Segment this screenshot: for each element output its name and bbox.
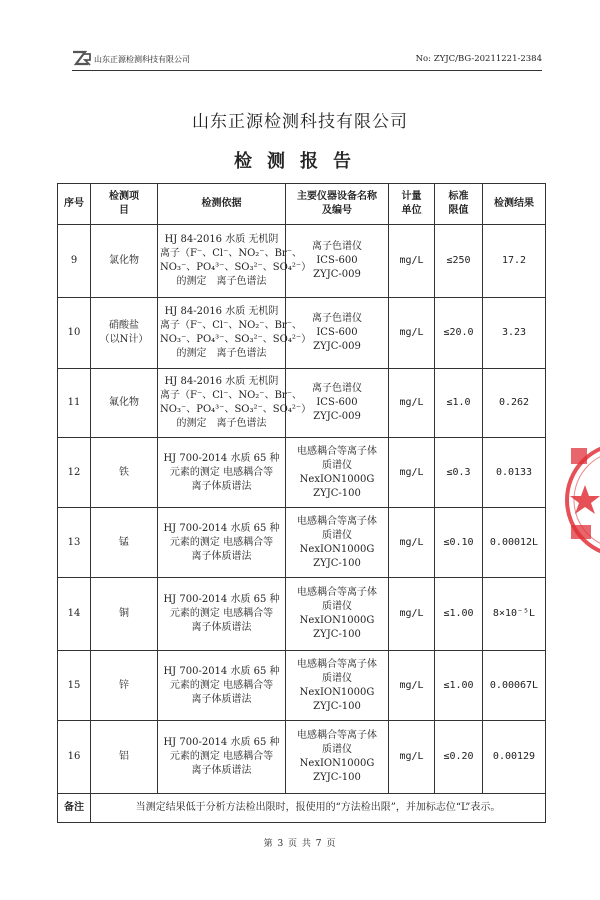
basis-line: 离子体质谱法 xyxy=(191,550,252,562)
instrument-line: 质谱仪 xyxy=(322,672,352,684)
header-seq: 序号 xyxy=(58,184,91,225)
cell-result: 17.2 xyxy=(483,225,546,298)
basis-line: HJ 84-2016 水质 无机阴 xyxy=(164,306,279,317)
instrument-line: ZYJC-100 xyxy=(313,772,361,783)
page-number: 第 3 页 共 7 页 xyxy=(263,839,337,849)
cell-item: 氟化物 xyxy=(91,369,158,438)
table-row xyxy=(58,298,546,369)
cell-limit: ≤0.3 xyxy=(435,438,483,508)
table-header-row xyxy=(58,184,546,225)
header-divider xyxy=(72,70,542,71)
cell-unit: mg/L xyxy=(389,578,435,651)
table-row xyxy=(58,578,546,651)
cell-unit: mg/L xyxy=(389,508,435,578)
basis-line: 离子（F⁻、Cl⁻、NO₂⁻、Br⁻、 xyxy=(160,390,302,401)
basis-line: 离子（F⁻、Cl⁻、NO₂⁻、Br⁻、 xyxy=(160,248,302,259)
instrument-line: 电感耦合等离子体 xyxy=(297,515,377,527)
cell-limit: ≤20.0 xyxy=(435,298,483,369)
basis-line: HJ 700-2014 水质 65 种 xyxy=(163,594,280,605)
cell-result: 3.23 xyxy=(483,298,546,369)
instrument-line: 电感耦合等离子体 xyxy=(297,730,377,741)
cell-unit: mg/L xyxy=(389,369,435,438)
header-unit-text: 计量单位 xyxy=(401,191,422,216)
instrument-line: 质谱仪 xyxy=(322,459,352,471)
basis-line: HJ 700-2014 水质 65 种 xyxy=(163,665,280,677)
report-number: No: ZYJC/BG-20211221-2384 xyxy=(415,54,542,64)
cell-unit: mg/L xyxy=(389,225,435,298)
instrument-line: ZYJC-100 xyxy=(313,557,361,569)
header-limit-text: 标准限值 xyxy=(448,191,469,216)
cell-item: 锌 xyxy=(91,651,158,721)
cell-seq: 10 xyxy=(58,298,91,369)
cell-unit: mg/L xyxy=(389,438,435,508)
basis-line: 元素的测定 电感耦合等 xyxy=(169,536,274,548)
item-line: （以N计） xyxy=(99,334,149,345)
note-label: 备注 xyxy=(58,794,91,823)
basis-line: 的测定 离子色谱法 xyxy=(176,348,267,359)
cell-instrument xyxy=(286,369,389,438)
report-title: 检测报告 xyxy=(234,151,366,172)
instrument-line: ZYJC-100 xyxy=(313,629,361,640)
header-instrument-text: 主要仪器设备名称及编号 xyxy=(297,191,377,216)
cell-instrument xyxy=(286,578,389,651)
cell-result: 0.262 xyxy=(483,369,546,438)
cell-instrument xyxy=(286,298,389,369)
instrument-line: ZYJC-100 xyxy=(313,700,361,712)
cell-result: 0.0133 xyxy=(483,438,546,508)
basis-line: 的测定 离子色谱法 xyxy=(176,418,267,429)
cell-result: 0.00067L xyxy=(483,651,546,721)
instrument-line: 离子色谱仪 xyxy=(312,383,362,394)
page-header xyxy=(72,49,542,71)
basis-line: HJ 84-2016 水质 无机阴 xyxy=(164,234,279,245)
cell-seq: 15 xyxy=(58,651,91,721)
cell-instrument xyxy=(286,508,389,578)
instrument-line: ZYJC-100 xyxy=(313,487,361,499)
instrument-line: 电感耦合等离子体 xyxy=(297,658,377,670)
header-item xyxy=(91,184,158,225)
instrument-line: ICS-600 xyxy=(316,255,358,266)
table-row xyxy=(58,721,546,794)
cell-seq: 11 xyxy=(58,369,91,438)
cell-basis xyxy=(158,369,312,438)
instrument-line: ZYJC-009 xyxy=(313,269,361,280)
cell-basis xyxy=(158,298,312,369)
cell-basis xyxy=(158,508,286,578)
company-logo-icon xyxy=(72,49,92,67)
instrument-line: 离子色谱仪 xyxy=(312,313,362,324)
instrument-line: ZYJC-009 xyxy=(313,341,361,352)
results-table xyxy=(57,183,546,823)
cell-basis xyxy=(158,651,286,721)
cell-unit: mg/L xyxy=(389,298,435,369)
note-text: 当测定结果低于分析方法检出限时，报使用的“方法检出限”，并加标志位“L”表示。 xyxy=(91,794,546,823)
instrument-line: NexION1000G xyxy=(299,615,375,626)
basis-line: HJ 84-2016 水质 无机阴 xyxy=(164,376,279,387)
cell-item: 锰 xyxy=(91,508,158,578)
cell-instrument xyxy=(286,651,389,721)
cell-seq: 12 xyxy=(58,438,91,508)
red-seal-icon xyxy=(563,430,600,570)
instrument-line: NexION1000G xyxy=(299,758,375,769)
basis-line: NO₃⁻、PO₄³⁻、SO₃²⁻、SO₄²⁻） xyxy=(160,334,312,345)
cell-seq: 13 xyxy=(58,508,91,578)
item-line: 硝酸盐 xyxy=(109,320,139,331)
basis-line: 离子（F⁻、Cl⁻、NO₂⁻、Br⁻、 xyxy=(160,320,302,331)
cell-instrument xyxy=(286,225,389,298)
cell-seq: 16 xyxy=(58,721,91,794)
header-item-text: 检测项目 xyxy=(109,191,139,216)
cell-seq: 14 xyxy=(58,578,91,651)
table-row xyxy=(58,438,546,508)
basis-line: NO₃⁻、PO₄³⁻、SO₃²⁻、SO₄²⁻） xyxy=(160,262,312,273)
cell-unit: mg/L xyxy=(389,651,435,721)
basis-line: HJ 700-2014 水质 65 种 xyxy=(163,737,280,748)
basis-line: 离子体质谱法 xyxy=(191,765,252,776)
cell-item: 铝 xyxy=(91,721,158,794)
table-row xyxy=(58,651,546,721)
instrument-line: NexION1000G xyxy=(299,473,375,485)
cell-item: 氯化物 xyxy=(91,225,158,298)
instrument-line: 质谱仪 xyxy=(322,529,352,541)
cell-basis xyxy=(158,721,286,794)
instrument-line: 离子色谱仪 xyxy=(312,241,362,252)
instrument-line: ZYJC-009 xyxy=(313,411,361,422)
cell-instrument xyxy=(286,438,389,508)
basis-line: 元素的测定 电感耦合等 xyxy=(169,608,274,619)
cell-result: 0.00129 xyxy=(483,721,546,794)
company-title: 山东正源检测科技有限公司 xyxy=(192,112,408,132)
basis-line: HJ 700-2014 水质 65 种 xyxy=(163,452,280,464)
basis-line: 离子体质谱法 xyxy=(191,622,252,633)
instrument-line: 电感耦合等离子体 xyxy=(297,445,377,457)
cell-unit: mg/L xyxy=(389,721,435,794)
instrument-line: 质谱仪 xyxy=(322,744,352,755)
table-row xyxy=(58,508,546,578)
cell-item: 铜 xyxy=(91,578,158,651)
instrument-line: 电感耦合等离子体 xyxy=(297,587,377,598)
cell-limit: ≤1.00 xyxy=(435,578,483,651)
cell-result: 8×10⁻⁵L xyxy=(483,578,546,651)
header-limit xyxy=(435,184,483,225)
header-instrument xyxy=(286,184,389,225)
header-result: 检测结果 xyxy=(483,184,546,225)
basis-line: HJ 700-2014 水质 65 种 xyxy=(163,522,280,534)
cell-limit: ≤0.20 xyxy=(435,721,483,794)
cell-basis xyxy=(158,438,286,508)
basis-line: 离子体质谱法 xyxy=(191,480,252,492)
instrument-line: NexION1000G xyxy=(299,543,375,555)
basis-line: 离子体质谱法 xyxy=(191,693,252,705)
note-row xyxy=(58,794,546,823)
cell-limit: ≤1.00 xyxy=(435,651,483,721)
basis-line: 的测定 离子色谱法 xyxy=(176,276,267,287)
cell-limit: ≤250 xyxy=(435,225,483,298)
table-row xyxy=(58,225,546,298)
header-basis: 检测依据 xyxy=(158,184,286,225)
cell-seq: 9 xyxy=(58,225,91,298)
cell-instrument xyxy=(286,721,389,794)
instrument-line: NexION1000G xyxy=(299,686,375,698)
basis-line: 元素的测定 电感耦合等 xyxy=(169,466,274,478)
cell-item xyxy=(91,298,158,369)
instrument-line: 质谱仪 xyxy=(322,601,352,612)
cell-basis xyxy=(158,225,312,298)
cell-limit: ≤0.10 xyxy=(435,508,483,578)
header-unit xyxy=(389,184,435,225)
basis-line: 元素的测定 电感耦合等 xyxy=(169,679,274,691)
basis-line: 元素的测定 电感耦合等 xyxy=(169,751,274,762)
instrument-line: ICS-600 xyxy=(316,397,358,408)
cell-basis xyxy=(158,578,286,651)
cell-result: 0.00012L xyxy=(483,508,546,578)
cell-limit: ≤1.0 xyxy=(435,369,483,438)
instrument-line: ICS-600 xyxy=(316,327,358,338)
header-company-name: 山东正源检测科技有限公司 xyxy=(94,55,190,64)
cell-item: 铁 xyxy=(91,438,158,508)
basis-line: NO₃⁻、PO₄³⁻、SO₃²⁻、SO₄²⁻） xyxy=(160,404,312,415)
table-row xyxy=(58,369,546,438)
